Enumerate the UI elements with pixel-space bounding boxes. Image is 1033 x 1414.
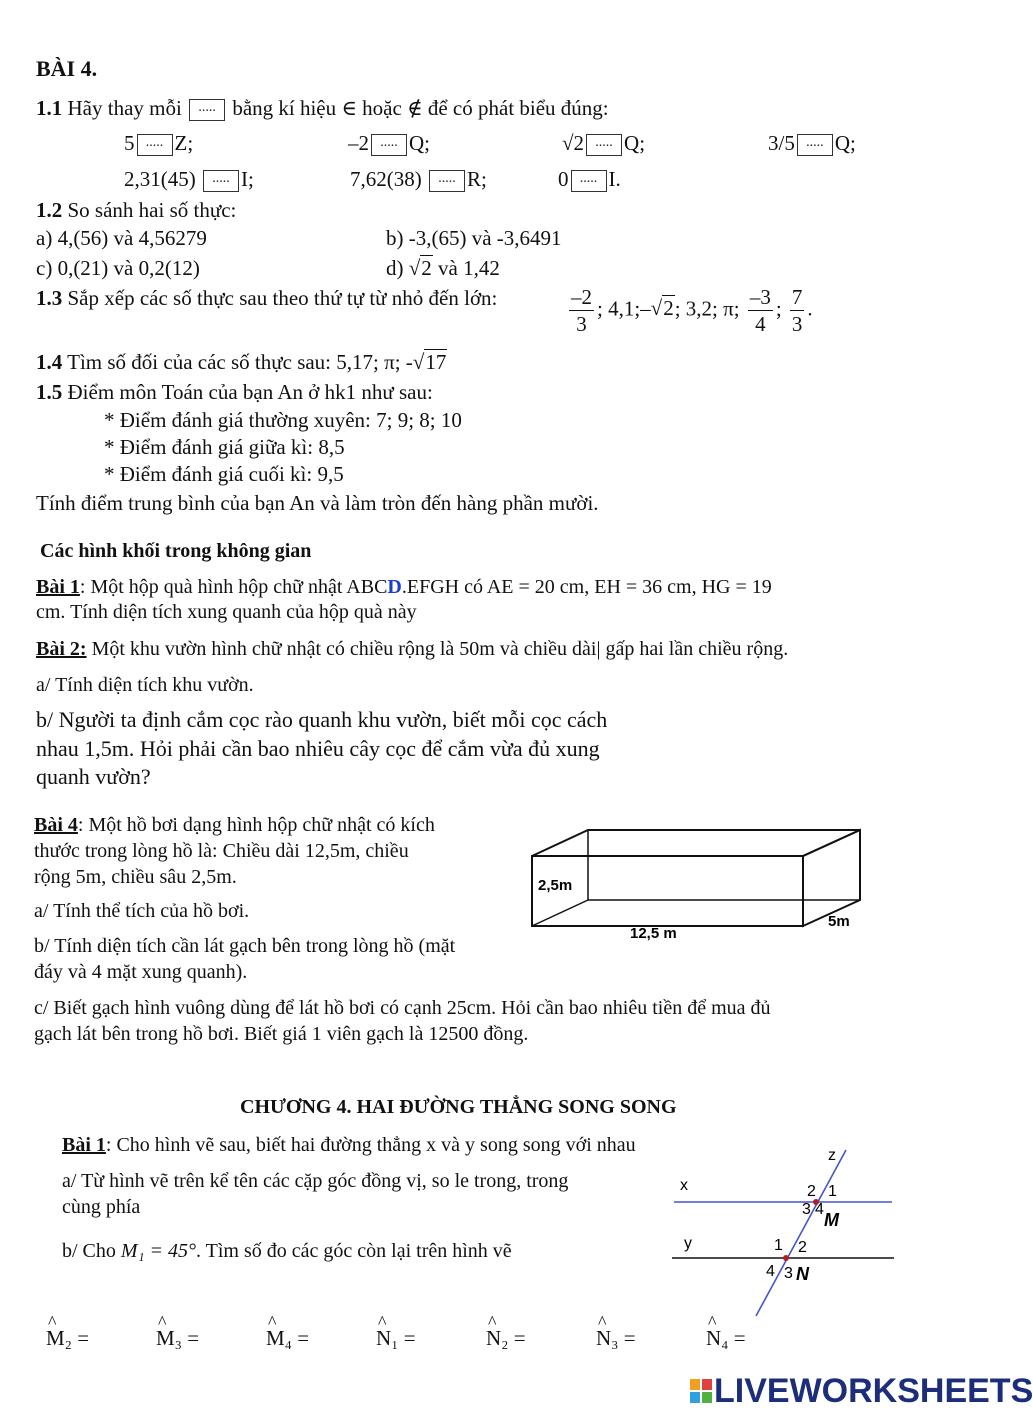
svg-text:N: N [796, 1264, 809, 1284]
q11-item-2: –2 ..... Q; [348, 131, 430, 155]
svg-text:4: 4 [766, 1263, 775, 1280]
answer-blank[interactable]: ..... [137, 134, 173, 156]
pool-box-figure [520, 820, 870, 950]
svg-text:4: 4 [815, 1201, 824, 1218]
q11-item-7: 0 ..... I. [558, 167, 621, 191]
liveworksheets-icon [690, 1379, 714, 1405]
answer-blank[interactable]: ..... [203, 170, 239, 192]
solid-bai2-b1: b/ Người ta định cắm cọc rào quanh khu vườn, biết mỗi cọc cách [36, 707, 608, 732]
fraction: $\frac{7}{3}$ [791, 285, 803, 336]
solid-bai4-b2: đáy và 4 mặt xung quanh). [34, 961, 248, 983]
answer-m3: ^ M₃ = [156, 1326, 258, 1352]
solid-bai2-b3: quanh vườn? [36, 764, 151, 789]
svg-text:x: x [680, 1177, 688, 1194]
q15-instruction: 1.5 Điểm môn Toán của bạn An ở hk1 như sau: [36, 380, 433, 404]
sample-blank-box: ..... [189, 99, 225, 121]
point-n [783, 1255, 789, 1261]
solid-bai4-line1: Bài 4: Một hồ bơi dạng hình hộp chữ nhật có kích [34, 814, 435, 836]
svg-text:2: 2 [807, 1183, 816, 1200]
q13-instruction: 1.3 Sắp xếp các số thực sau theo thứ tự từ nhỏ đến lớn: [36, 286, 498, 310]
solid-bai2-a: a/ Tính diện tích khu vườn. [36, 674, 254, 696]
solid-bai4-line2: thước trong lòng hồ là: Chiều dài 12,5m, chiều [34, 840, 409, 862]
solid-bai2-line1: Bài 2: Một khu vườn hình chữ nhật có chiều rộng là 50m và chiều dài| gấp hai lần chiều rộng. [36, 638, 789, 660]
svg-text:1: 1 [828, 1183, 837, 1200]
answer-input[interactable] [531, 1328, 585, 1352]
svg-text:2: 2 [798, 1239, 807, 1256]
solid-bai4-c2: gạch lát bên trong hồ bơi. Biết giá 1 viên gạch là 12500 đồng. [34, 1023, 529, 1045]
q11-item-3: √2 ..... Q; [562, 131, 646, 155]
ch4-b: b/ Cho M₁ = 45°. Tìm số đo các góc còn lại trên hình vẽ [62, 1240, 512, 1262]
q13-numbers: $\frac{-2}{3}$ ; 4,1;–√2; 3,2; π; $\frac{-3}{4}$ ; $\frac{7}{3}$ . [571, 285, 813, 336]
q12-c: c) 0,(21) và 0,2(12) [36, 256, 200, 280]
solid-bai1-line1: Bài 1: Một hộp quà hình hộp chữ nhật ABCD.EFGH có AE = 20 cm, EH = 36 cm, HG = 19 [36, 576, 772, 598]
answer-blank[interactable]: ..... [371, 134, 407, 156]
q11-instruction: 1.1 Hãy thay mỗi ..... bằng kí hiệu ∈ hoặc ∉ để có phát biểu đúng: [36, 96, 609, 120]
solid-bai2-b2: nhau 1,5m. Hỏi phải cần bao nhiêu cây cọc để cắm vừa đủ xung [36, 736, 600, 761]
ch4-a1: a/ Từ hình vẽ trên kể tên các cặp góc đồng vị, so le trong, trong [62, 1170, 569, 1192]
answer-blank[interactable]: ..... [571, 170, 607, 192]
solid-bai1-line2: cm. Tính diện tích xung quanh của hộp quà này [36, 601, 417, 623]
chapter-heading: CHƯƠNG 4. HAI ĐƯỜNG THẲNG SONG SONG [240, 1096, 677, 1118]
solid-bai4-c1: c/ Biết gạch hình vuông dùng để lát hồ bơi có cạnh 25cm. Hỏi cần bao nhiêu tiền để mua đủ [34, 997, 771, 1019]
box-height-label: 2,5m [538, 877, 573, 894]
answer-m2: ^ M₂ = [46, 1326, 148, 1352]
svg-text:z: z [828, 1147, 836, 1164]
liveworksheets-logo: LIVEWORKSHEETS [690, 1372, 1033, 1411]
svg-text:y: y [684, 1235, 692, 1252]
ch4-a2: cùng phía [62, 1196, 141, 1218]
answer-blank[interactable]: ..... [429, 170, 465, 192]
answer-input[interactable] [94, 1328, 148, 1352]
q15-line-2: * Điểm đánh giá giữa kì: 8,5 [104, 435, 345, 459]
q14: 1.4 Tìm số đối của các số thực sau: 5,17; π; -√17 [36, 350, 447, 374]
solid-bai4-a: a/ Tính thể tích của hồ bơi. [34, 900, 250, 922]
q11-item-4: 3/5 ..... Q; [768, 131, 856, 155]
solid-bai4-line3: rộng 5m, chiều sâu 2,5m. [34, 866, 237, 888]
q11-item-5: 2,31(45) ..... I; [124, 167, 254, 191]
section-heading-solids: Các hình khối trong không gian [40, 540, 312, 562]
answer-m4: ^ M₄ = [266, 1326, 368, 1352]
answer-n3: ^ N₃ = [596, 1326, 695, 1352]
svg-text:M: M [824, 1210, 839, 1230]
box-side-face [803, 830, 860, 926]
parallel-lines-figure [660, 1140, 900, 1320]
answer-n4: ^ N₄ = [706, 1326, 805, 1352]
svg-text:1: 1 [774, 1237, 783, 1254]
q12-b: b) -3,(65) và -3,6491 [386, 226, 562, 250]
q12-a: a) 4,(56) và 4,56279 [36, 226, 207, 250]
box-length-label: 12,5 m [630, 925, 677, 942]
q12-d: d) √2 và 1,42 [386, 256, 500, 280]
q12-instruction: 1.2 So sánh hai số thực: [36, 198, 237, 222]
line-z [756, 1150, 846, 1316]
answer-n1: ^ N₁ = [376, 1326, 475, 1352]
q15-line-1: * Điểm đánh giá thường xuyên: 7; 9; 8; 10 [104, 408, 462, 432]
fraction: $\frac{-2}{3}$ [571, 285, 592, 336]
q15-line-4: Tính điểm trung bình của bạn An và làm tròn đến hàng phần mười. [36, 491, 599, 515]
answer-input[interactable] [421, 1328, 475, 1352]
answer-n2: ^ N₂ = [486, 1326, 585, 1352]
answer-blank[interactable]: ..... [797, 134, 833, 156]
page-title: BÀI 4. [36, 56, 98, 81]
q11-item-6: 7,62(38) ..... R; [350, 167, 487, 191]
box-front-face [532, 856, 803, 926]
fraction: $\frac{-3}{4}$ [749, 285, 771, 336]
answer-input[interactable] [641, 1328, 695, 1352]
answer-input[interactable] [314, 1328, 368, 1352]
svg-text:3: 3 [802, 1201, 811, 1218]
ch4-bai1-line1: Bài 1: Cho hình vẽ sau, biết hai đường thẳng x và y song song với nhau [62, 1134, 636, 1156]
box-width-label: 5m [828, 913, 850, 930]
q15-line-3: * Điểm đánh giá cuối kì: 9,5 [104, 462, 344, 486]
svg-text:3: 3 [784, 1265, 793, 1282]
answer-blank[interactable]: ..... [586, 134, 622, 156]
q11-item-1: 5 ..... Z; [124, 131, 194, 155]
answer-input[interactable] [751, 1328, 805, 1352]
solid-bai4-b1: b/ Tính diện tích cần lát gạch bên trong lòng hồ (mặt [34, 935, 456, 957]
answer-input[interactable] [204, 1328, 258, 1352]
